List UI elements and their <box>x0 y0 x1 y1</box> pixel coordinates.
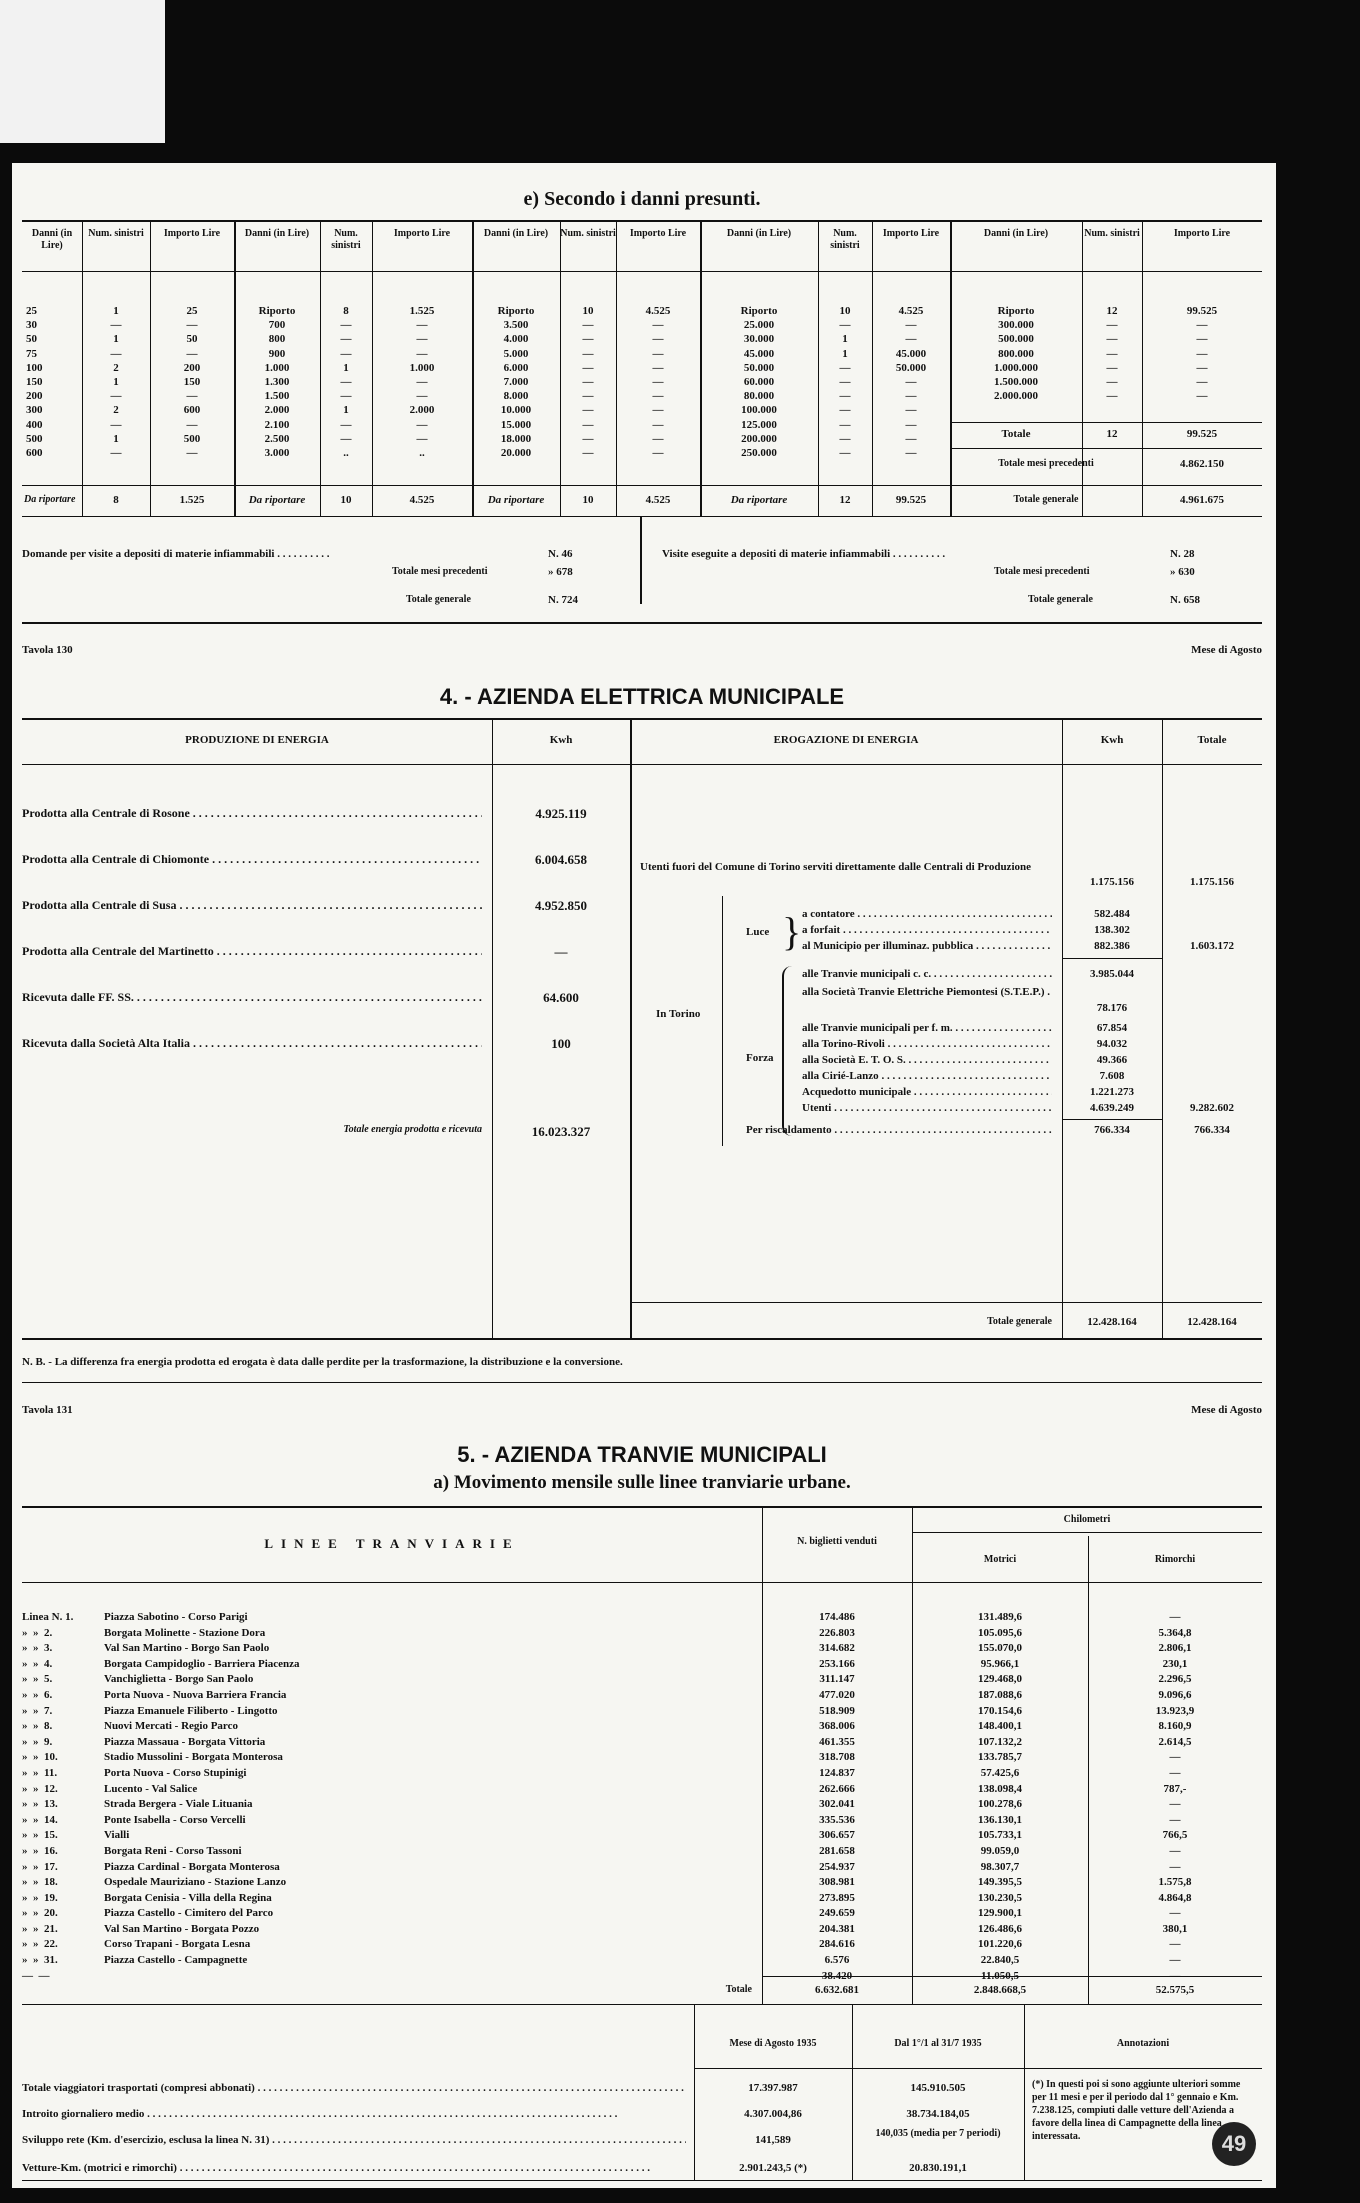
g4-foot-num: 12 <box>839 494 851 506</box>
part-e-title: e) Secondo i danni presunti. <box>523 188 761 210</box>
g1-foot-label: Da riportare <box>24 494 76 505</box>
hdr-num-4: Num. sinistri <box>830 228 860 251</box>
blank-corner <box>0 0 165 143</box>
domande-prec-n: » 678 <box>548 566 573 578</box>
g5-totale-label: Totale <box>1001 428 1031 440</box>
hdr-kwh-erog: Kwh <box>1100 734 1124 746</box>
tav131-subtitle: a) Movimento mensile sulle linee tranviarie urbane. <box>433 1472 851 1493</box>
forza-kwh: 3.985.044 <box>1090 968 1134 980</box>
hdr-importo-3: Importo Lire <box>629 228 687 239</box>
g2-num: 8 — — — 1 — — 1 — — .. <box>340 305 352 460</box>
summary-row-label: Vetture-Km. (motrici e rimorchi) . . . <box>22 2162 686 2174</box>
prod-total-label: Totale energia prodotta e ricevuta <box>343 1124 482 1135</box>
forza-item: alla Società E. T. O. S. . . . <box>802 1054 1052 1066</box>
g4-foot-importo: 99.525 <box>895 494 927 506</box>
prod-row-kwh: 100 <box>551 1036 571 1051</box>
tram-totale-biglietti: 6.632.681 <box>815 1984 859 1996</box>
prod-row-kwh: 6.004.658 <box>535 852 587 867</box>
nb-note: N. B. - La differenza fra energia prodotta ed erogata è data dalle perdite per la trasformazione, la distribuzione e la conversione. <box>22 1356 623 1368</box>
g5-prec-label: Totale mesi precedenti <box>998 458 1094 469</box>
luce-label: Luce <box>746 926 770 938</box>
summary-row-ytd: 20.830.191,1 <box>909 2162 967 2174</box>
forza-brace-icon <box>782 966 796 1136</box>
visite-label: Visite eseguite a depositi di materie infiammabili . . . . . . . . . . <box>662 548 946 560</box>
visite-n: N. 28 <box>1170 548 1195 560</box>
visite-prec-n: » 630 <box>1170 566 1195 578</box>
hdr-num-3: Num. sinistri <box>560 228 616 239</box>
prod-row-label: Ricevuta dalle FF. SS. . . . <box>22 990 482 1005</box>
forza-item: Acquedotto municipale . . . <box>802 1086 1052 1098</box>
g4-foot-label: Da riportare <box>730 494 788 506</box>
luce-kwh: 582.484 <box>1094 908 1130 920</box>
g2-foot-label: Da riportare <box>248 494 306 506</box>
summary-row-ytd: 38.734.184,05 <box>906 2108 970 2120</box>
hdr-motrici: Motrici <box>983 1554 1017 1565</box>
summary-row-label: Introito giornaliero medio . . . <box>22 2108 686 2120</box>
g3-foot-label: Da riportare <box>487 494 545 506</box>
g2-danni: Riporto 700 800 900 1.000 1.300 1.500 2.000 2.100 2.500 3.000 <box>258 305 296 460</box>
summary-row-month: 17.397.987 <box>748 2082 798 2094</box>
tram-line-names: Piazza Sabotino - Corso Parigi Borgata Molinette - Stazione Dora Val San Martino - Borgo San Paolo Borgata Campidoglio - Barriera Piacenza Vanchiglietta - Borgo San Paolo Porta Nuova - Nuova Barriera Francia Piazza Emanuele Filiberto - Lingotto Nuovi Mercati - Regio Parco Piazza Massaua - Borgata Vittoria Stadio Mussolini - Borgata Monterosa Porta Nuova - Corso Stupinigi Lucento - Val Salice Strada Bergera - Viale Lituania Ponte Isabella - Corso Vercelli Vialli Borgata Reni - Corso Tassoni Piazza Cardinal - Borgata Monterosa Ospedale Mauriziano - Stazione Lanzo Borgata Cenisia - Villa della Regina Piazza Castello - Cimitero del Parco Val San Martino - Borgata Pozzo Corso Trapani - Borgata Lesna Piazza Castello - Campagnette <box>104 1611 300 1967</box>
forza-kwh: 49.366 <box>1096 1054 1128 1066</box>
summary-row-ytd: 140,035 (media per 7 periodi) <box>875 2128 1001 2139</box>
g5-gen-importo: 4.961.675 <box>1180 494 1224 506</box>
summary-hdr-month: Mese di Agosto 1935 <box>729 2038 817 2049</box>
visite-prec-label: Totale mesi precedenti <box>994 566 1090 577</box>
hdr-linee: LINEE TRANVIARIE <box>264 1536 520 1551</box>
summary-hdr-notes: Annotazioni <box>1116 2038 1170 2049</box>
tav131-title: 5. - AZIENDA TRANVIE MUNICIPALI <box>457 1442 827 1467</box>
tav130-label: Tavola 130 <box>22 644 73 656</box>
g5-prec-importo: 4.862.150 <box>1180 458 1224 470</box>
g3-num: 10 — — — — — — — — — — <box>582 305 594 460</box>
visite-gen-label: Totale generale <box>1028 594 1093 605</box>
forza-item: alla Società Tranvie Elettriche Piemontesi (S.T.E.P.) . . . <box>802 986 1052 998</box>
prod-row-label: Prodotta alla Centrale di Susa . . . <box>22 898 482 913</box>
hdr-totale-erog: Totale <box>1197 734 1227 746</box>
forza-kwh: 4.639.249 <box>1090 1102 1134 1114</box>
tram-line-numbers: Linea N. 1. » » 2. » » 3. » » 4. » » 5. » » 6. » » 7. » » 8. » » 9. » » 10. » » 11. » » 12. » » 13. » » 14. » » 15. » » 16. » » 17. » » 18. » » 19. » » 20. » » 21. » » 22. » » 31. — — <box>22 1611 74 1982</box>
hdr-num-5: Num. sinistri <box>1084 228 1140 239</box>
hdr-importo-2: Importo Lire <box>393 228 451 239</box>
luce-kwh: 138.302 <box>1094 924 1130 936</box>
g5-totale-importo: 99.525 <box>1186 428 1218 440</box>
prod-row-kwh: 4.952.850 <box>535 898 587 913</box>
hdr-num-2: Num. sinistri <box>331 228 361 251</box>
document-page <box>22 176 1262 2176</box>
forza-item: alla Cirié-Lanzo . . . <box>802 1070 1052 1082</box>
domande-gen-n: N. 724 <box>548 594 578 606</box>
tram-motrici: 131.489,6 105.095,6 155.070,0 95.966,1 129.468,0 187.088,6 170.154,6 148.400,1 107.132,2 133.785,7 57.425,6 138.098,4 100.278,6 136.130,1 105.733,1 99.059,0 98.307,7 149.395,5 130.230,5 129.900,1 126.486,6 101.220,6 22.840,5 11.050,5 <box>978 1611 1022 1982</box>
hdr-num-1: Num. sinistri <box>88 228 144 239</box>
tav131-month: Mese di Agosto <box>1191 1404 1262 1416</box>
g2-importo: 1.525 — — — 1.000 — — 2.000 — — .. <box>409 305 435 460</box>
page-number: 49 <box>1212 2122 1256 2166</box>
g1-danni: 25 30 50 75 100 150 200 300 400 500 600 <box>26 305 43 460</box>
g5-gen-label: Totale generale <box>1013 494 1079 505</box>
g3-danni: Riporto 3.500 4.000 5.000 6.000 7.000 8.000 10.000 15.000 18.000 20.000 <box>497 305 535 460</box>
hdr-danni-4: Danni (in Lire) <box>726 228 792 239</box>
g4-num: 10 — 1 1 — — — — — — — <box>839 305 851 460</box>
g1-importo: 25 — 50 — 200 150 — 600 — 500 — <box>183 305 201 460</box>
tram-biglietti: 174.486 226.803 314.682 253.166 311.147 477.020 518.909 368.006 461.355 318.708 124.837 262.666 302.041 335.536 306.657 281.658 254.937 308.981 273.895 249.659 204.381 284.616 6.576 38.420 <box>819 1611 855 1982</box>
forza-kwh: 78.176 <box>1096 1002 1128 1014</box>
g1-num: 1 — 1 — 2 1 — 2 — 1 — <box>110 305 122 460</box>
g2-foot-importo: 4.525 <box>409 494 435 506</box>
summary-row-month: 141,589 <box>755 2134 791 2146</box>
tav131-label: Tavola 131 <box>22 1404 73 1416</box>
hdr-biglietti: N. biglietti venduti <box>797 1536 877 1547</box>
g3-foot-num: 10 <box>582 494 594 506</box>
forza-kwh: 67.854 <box>1096 1022 1128 1034</box>
g5-totale-num: 12 <box>1106 428 1118 440</box>
g2-foot-num: 10 <box>340 494 352 506</box>
hdr-danni-3: Danni (in Lire) <box>483 228 549 239</box>
prod-row-kwh: — <box>554 944 568 959</box>
hdr-kwh-prod: Kwh <box>549 734 573 746</box>
forza-tot: 9.282.602 <box>1190 1102 1234 1114</box>
utenti-fuori-label: Utenti fuori del Comune di Torino serviti direttamente dalle Centrali di Produzione <box>640 861 1031 873</box>
forza-kwh: 1.221.273 <box>1090 1086 1134 1098</box>
prod-row-label: Prodotta alla Centrale di Rosone . . . <box>22 806 482 821</box>
summary-row-label: Sviluppo rete (Km. d'esercizio, esclusa la linea N. 31) . . . <box>22 2134 686 2146</box>
luce-tot: 1.603.172 <box>1190 940 1234 952</box>
visite-gen-n: N. 658 <box>1170 594 1200 606</box>
g1-foot-importo: 1.525 <box>179 494 205 506</box>
g3-importo: 4.525 — — — — — — — — — — <box>645 305 671 460</box>
risc-label: Per riscaldamento . . . <box>746 1124 1052 1136</box>
summary-row-month: 4.307.004,86 <box>744 2108 802 2120</box>
domande-prec-label: Totale mesi precedenti <box>392 566 488 577</box>
hdr-danni-5: Danni (in Lire) <box>983 228 1049 239</box>
hdr-importo-1: Importo Lire <box>163 228 221 239</box>
prod-row-kwh: 64.600 <box>543 990 579 1005</box>
hdr-produzione: PRODUZIONE DI ENERGIA <box>185 734 329 746</box>
forza-item: alle Tranvie municipali c. c. . . . <box>802 968 1052 980</box>
domande-label: Domande per visite a depositi di materie infiammabili . . . . . . . . . . <box>22 548 330 560</box>
prod-total: 16.023.327 <box>531 1124 591 1139</box>
forza-item: alle Tranvie municipali per f. m. . . . <box>802 1022 1052 1034</box>
g5-num: 12 — — — — — — <box>1106 305 1118 403</box>
summary-row-label: Totale viaggiatori trasportati (compresi abbonati) . . . <box>22 2082 686 2094</box>
erog-gen-kwh: 12.428.164 <box>1087 1316 1137 1328</box>
summary-row-month: 2.901.243,5 (*) <box>739 2162 807 2174</box>
tram-rimorchi: — 5.364,8 2.806,1 230,1 2.296,5 9.096,6 13.923,9 8.160,9 2.614,5 — — 787,- — — 766,5 — — 1.575,8 4.864,8 — 380,1 — — — <box>1155 1611 1195 1982</box>
utenti-fuori-kwh: 1.175.156 <box>1090 876 1134 888</box>
in-torino-label: In Torino <box>656 1008 701 1020</box>
summary-note: (*) In questi poi si sono aggiunte ulteriori somme per 11 mesi e per il periodo dal 1° gennaio e Km. 7.238.125, compiuti dalle vetture dell'Azienda a favore della linea di Campagnette della linea interessata. <box>1032 2079 1241 2142</box>
g4-importo: 4.525 — — 45.000 50.000 — — — — — — <box>895 305 927 460</box>
erog-gen-label: Totale generale <box>987 1316 1052 1327</box>
hdr-km: Chilometri <box>1063 1514 1111 1525</box>
hdr-rimorchi: Rimorchi <box>1154 1554 1196 1565</box>
utenti-fuori-tot: 1.175.156 <box>1190 876 1234 888</box>
luce-brace-icon: } <box>782 909 802 954</box>
luce-item: a forfait . . . <box>802 924 1052 936</box>
summary-row-ytd: 145.910.505 <box>910 2082 966 2094</box>
risc-tot: 766.334 <box>1194 1124 1230 1136</box>
hdr-importo-4: Importo Lire <box>882 228 940 239</box>
luce-item: al Municipio per illuminaz. pubblica . . . <box>802 940 1052 952</box>
tram-totale-motrici: 2.848.668,5 <box>973 1984 1027 1996</box>
forza-item: Utenti . . . <box>802 1102 1052 1114</box>
forza-kwh: 94.032 <box>1096 1038 1128 1050</box>
prod-row-label: Ricevuta dalla Società Alta Italia . . . <box>22 1036 482 1051</box>
erog-gen-tot: 12.428.164 <box>1187 1316 1237 1328</box>
prod-row-kwh: 4.925.119 <box>535 806 587 821</box>
hdr-importo-5: Importo Lire <box>1173 228 1231 239</box>
hdr-erogazione: EROGAZIONE DI ENERGIA <box>773 734 919 746</box>
tav130-month: Mese di Agosto <box>1191 644 1262 656</box>
tav130-title: 4. - AZIENDA ELETTRICA MUNICIPALE <box>439 684 845 709</box>
hdr-danni-2: Danni (in Lire) <box>244 228 310 239</box>
g5-danni: Riporto 300.000 500.000 800.000 1.000.000 1.500.000 2.000.000 <box>994 305 1038 403</box>
domande-gen-label: Totale generale <box>406 594 471 605</box>
luce-kwh: 882.386 <box>1094 940 1130 952</box>
risc-kwh: 766.334 <box>1094 1124 1130 1136</box>
forza-kwh: 7.608 <box>1099 1070 1125 1082</box>
hdr-danni-1: Danni (in Lire) <box>31 228 73 251</box>
g5-importo: 99.525 — — — — — — <box>1186 305 1218 403</box>
g3-foot-importo: 4.525 <box>645 494 671 506</box>
domande-n: N. 46 <box>548 548 573 560</box>
tram-totale-rimorchi: 52.575,5 <box>1155 1984 1195 1996</box>
g4-danni: Riporto 25.000 30.000 45.000 50.000 60.000 80.000 100.000 125.000 200.000 250.000 <box>740 305 778 460</box>
forza-label: Forza <box>746 1052 774 1064</box>
prod-row-label: Prodotta alla Centrale del Martinetto . . . <box>22 944 482 959</box>
g1-foot-num: 8 <box>113 494 119 506</box>
luce-item: a contatore . . . <box>802 908 1052 920</box>
prod-row-label: Prodotta alla Centrale di Chiomonte . . . <box>22 852 482 867</box>
tram-totale-label: Totale <box>725 1984 752 1995</box>
summary-hdr-ytd: Dal 1°/1 al 31/7 1935 <box>894 2038 982 2049</box>
forza-item: alla Torino-Rivoli . . . <box>802 1038 1052 1050</box>
